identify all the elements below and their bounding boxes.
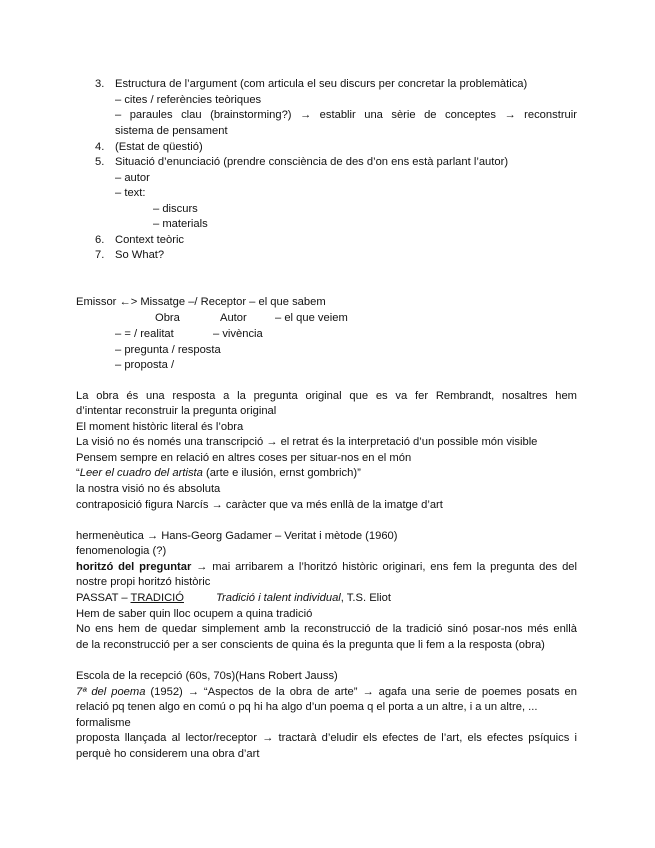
para1-line-7: la nostra visió no és absoluta — [76, 483, 221, 495]
list-item-7: So What? — [115, 249, 165, 261]
list-number-3: 3. — [95, 78, 105, 90]
list-item-3-sub-2-continued: sistema de pensament — [115, 125, 228, 137]
horitzo-term: horitzó del preguntar — [76, 561, 192, 573]
list-number-6: 6. — [95, 234, 105, 246]
diagram-realitat: – = / realitat — [115, 328, 174, 340]
para1-line-3: El moment històric literal és l’obra — [76, 421, 244, 433]
para1-line-4: La visió no és només una transcripció → el retrat és la interpretació d’un possible món visible — [76, 436, 538, 448]
list-item-3-sub-2: – paraules clau (brainstorming?) → establir una sèrie de conceptes → reconstruir — [115, 109, 577, 121]
diagram-pregunta: – pregunta / resposta — [115, 344, 221, 356]
diagram-proposta: – proposta / — [115, 359, 175, 371]
para3-line-5: proposta llançada al lector/receptor → tractarà d’eludir els efectes de l’art, els efectes psíquics i — [76, 732, 577, 744]
para1-line-8: contraposició figura Narcís → caràcter que va més enllà de la imatge d’art — [76, 499, 443, 511]
list-item-5-sub-2a: – discurs — [153, 203, 198, 215]
para3-line-6: perquè ho considerem una obra d’art — [76, 748, 260, 760]
para2-line-2: fenomenologia (?) — [76, 545, 167, 557]
para2-line-5: PASSAT – TRADICIÓ — [76, 592, 184, 604]
list-number-5: 5. — [95, 156, 105, 168]
list-number-7: 7. — [95, 249, 105, 261]
para2-line-3: horitzó del preguntar → mai arribarem a l’horitzó històric originari, ens fem la pregunta des del — [76, 561, 577, 573]
list-item-5: Situació d’enunciació (prendre consciència de des d’on ens està parlant l’autor) — [115, 156, 509, 168]
tradicio-underlined: TRADICIÓ — [130, 592, 184, 604]
para2-line-1: hermenèutica → Hans-Georg Gadamer – Veritat i mètode (1960) — [76, 530, 398, 542]
para3-line-1: Escola de la recepció (60s, 70s)(Hans Robert Jauss) — [76, 670, 338, 682]
list-item-3: Estructura de l’argument (com articula el seu discurs per concretar la problemàtica) — [115, 78, 528, 90]
list-item-5-sub-2: – text: — [115, 187, 146, 199]
para1-line-1: La obra és una resposta a la pregunta original que es va fer Rembrandt, nosaltres hem — [76, 390, 577, 402]
list-item-4: (Estat de qüestió) — [115, 141, 203, 153]
diagram-obra: Obra — [155, 312, 180, 324]
para2-line-6: Hem de saber quin lloc ocupem a quina tradició — [76, 608, 313, 620]
list-item-3-sub-1: – cites / referències teòriques — [115, 94, 262, 106]
diagram-autor: Autor — [220, 312, 247, 324]
list-item-5-sub-2b: – materials — [153, 218, 208, 230]
list-item-5-sub-1: – autor — [115, 172, 150, 184]
para1-line-2: d’intentar reconstruir la pregunta original — [76, 405, 277, 417]
para1-line-5: Pensem sempre en relació en altres coses per situar-nos en el món — [76, 452, 412, 464]
para2-line-7: No ens hem de quedar simplement amb la reconstrucció de la tradició sinó posar-nos més enllà — [76, 623, 577, 635]
poem-title: 7ª del poema — [76, 686, 146, 698]
gombrich-title: Leer el cuadro del artista — [79, 467, 203, 479]
diagram-line-1: Emissor ←> Missatge –/ Receptor – el que sabem — [76, 296, 326, 308]
para2-line-8: de la reconstrucció per a ser conscients de quina és la pregunta que li fem a la resposta (obra) — [76, 639, 545, 651]
para2-line-4: nostre propi horitzó històric — [76, 576, 211, 588]
diagram-vivencia: – vivència — [213, 328, 263, 340]
para3-line-3: relació pq tenen algo en comú o pq hi ha algo d’un poema q el porta a un altre, i a un altre, ... — [76, 701, 538, 713]
list-number-4: 4. — [95, 141, 105, 153]
para3-line-4: formalisme — [76, 717, 131, 729]
para1-line-6: “Leer el cuadro del artista (arte e ilusión, ernst gombrich)” — [76, 467, 361, 479]
eliot-reference: Tradició i talent individual, T.S. Eliot — [216, 592, 391, 604]
diagram-veiem: – el que veiem — [275, 312, 348, 324]
para3-line-2: 7ª del poema (1952) → “Aspectos de la obra de arte” → agafa una serie de poemes posats en — [76, 686, 577, 698]
list-item-6: Context teòric — [115, 234, 185, 246]
